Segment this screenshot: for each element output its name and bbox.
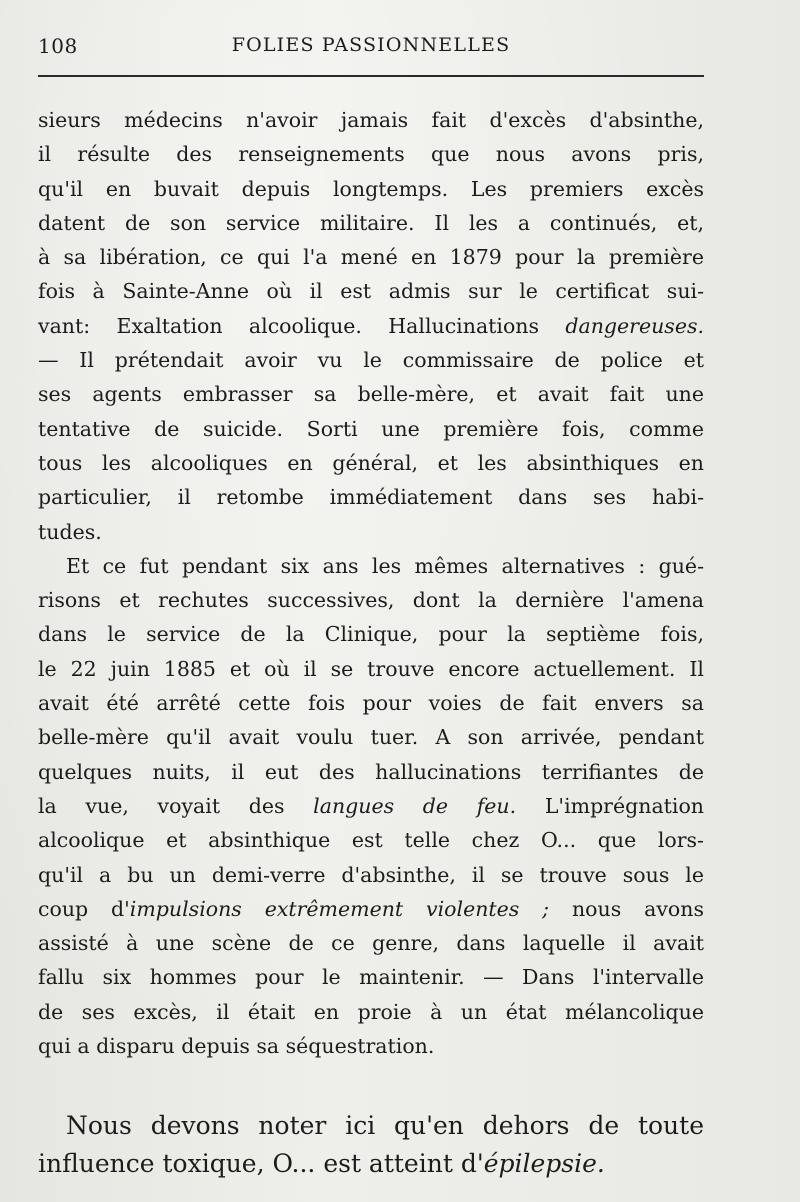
text-line: qu'il a bu un demi-verre d'absinthe, il se trouve sous le (38, 862, 704, 887)
text-line: tentative de suicide. Sorti une première fois, comme (38, 416, 704, 441)
text-line: ses agents embrasser sa belle-mère, et avait fait une (38, 382, 704, 407)
text-line: sieurs médecins n'avoir jamais fait d'excès d'absinthe, (38, 108, 704, 132)
text-line: qu'il en buvait depuis longtemps. Les premiers excès (38, 176, 704, 201)
text-line: à sa libération, ce qui l'a mené en 1879 pour la première (38, 245, 704, 270)
text-line: alcoolique et absinthique est telle chez O... que lors- (38, 828, 704, 853)
text-line: tous les alcooliques en général, et les absinthiques en (38, 450, 704, 475)
paragraph-gap (38, 1063, 704, 1107)
text-segment: la vue, voyait des (38, 793, 314, 818)
closing-line: Nous devons noter ici qu'en dehors de toute (66, 1111, 704, 1141)
text-line: risons et rechutes successives, dont la dernière l'amena (38, 588, 704, 613)
body-text (38, 103, 704, 1183)
text-line: particulier, il retombe immédiatement dans ses habi- (38, 485, 704, 510)
text-line: qui a disparu depuis sa séquestration. (38, 1034, 435, 1059)
text-segment: influence toxique, O... est atteint d' (38, 1149, 484, 1179)
text-line: tudes. (38, 519, 102, 544)
text-line: il résulte des renseignements que nous avons pris, (38, 142, 704, 167)
text-segment: coup d' (38, 896, 130, 921)
running-title: FOLIES PASSIONNELLES (231, 34, 511, 56)
text-line: quelques nuits, il eut des hallucinations terrifiantes de (38, 759, 704, 784)
text-line: — Il prétendait avoir vu le commissaire de police et (38, 348, 704, 373)
text-line: de ses excès, il était en proie à un état mélancolique (38, 999, 704, 1024)
closing-line (38, 1145, 704, 1183)
text-segment: nous avons (549, 896, 704, 921)
text-segment: vant: Exaltation alcoolique. Hallucinations (38, 313, 566, 338)
text-line: assisté à une scène de ce genre, dans laquelle il avait (38, 931, 704, 956)
header-rule (38, 75, 704, 77)
text-line (38, 892, 704, 926)
italic-text: langues de feu. (313, 793, 517, 818)
italic-text: dangereuses. (565, 313, 704, 338)
text-line: le 22 juin 1885 et où il se trouve encore actuellement. Il (38, 656, 704, 681)
text-line (38, 789, 704, 823)
text-line: avait été arrêté cette fois pour voies de fait envers sa (38, 691, 704, 716)
text-line: datent de son service militaire. Il les a continués, et, (38, 210, 704, 235)
text-line: fois à Sainte-Anne où il est admis sur le certificat sui- (38, 279, 704, 304)
text-segment: L'imprégnation (516, 793, 705, 818)
italic-text: épilepsie. (483, 1149, 605, 1179)
italic-text: impulsions extrêmement violentes ; (129, 896, 550, 921)
page-number: 108 (38, 34, 78, 58)
paragraph-start: Et ce fut pendant six ans les mêmes alternatives : gué- (66, 553, 704, 578)
text-line: fallu six hommes pour le maintenir. — Dans l'intervalle (38, 965, 704, 990)
text-line: belle-mère qu'il avait voulu tuer. A son arrivée, pendant (38, 725, 704, 750)
page-header (38, 34, 704, 66)
text-line: dans le service de la Clinique, pour la septième fois, (38, 622, 704, 647)
text-line (38, 309, 704, 343)
